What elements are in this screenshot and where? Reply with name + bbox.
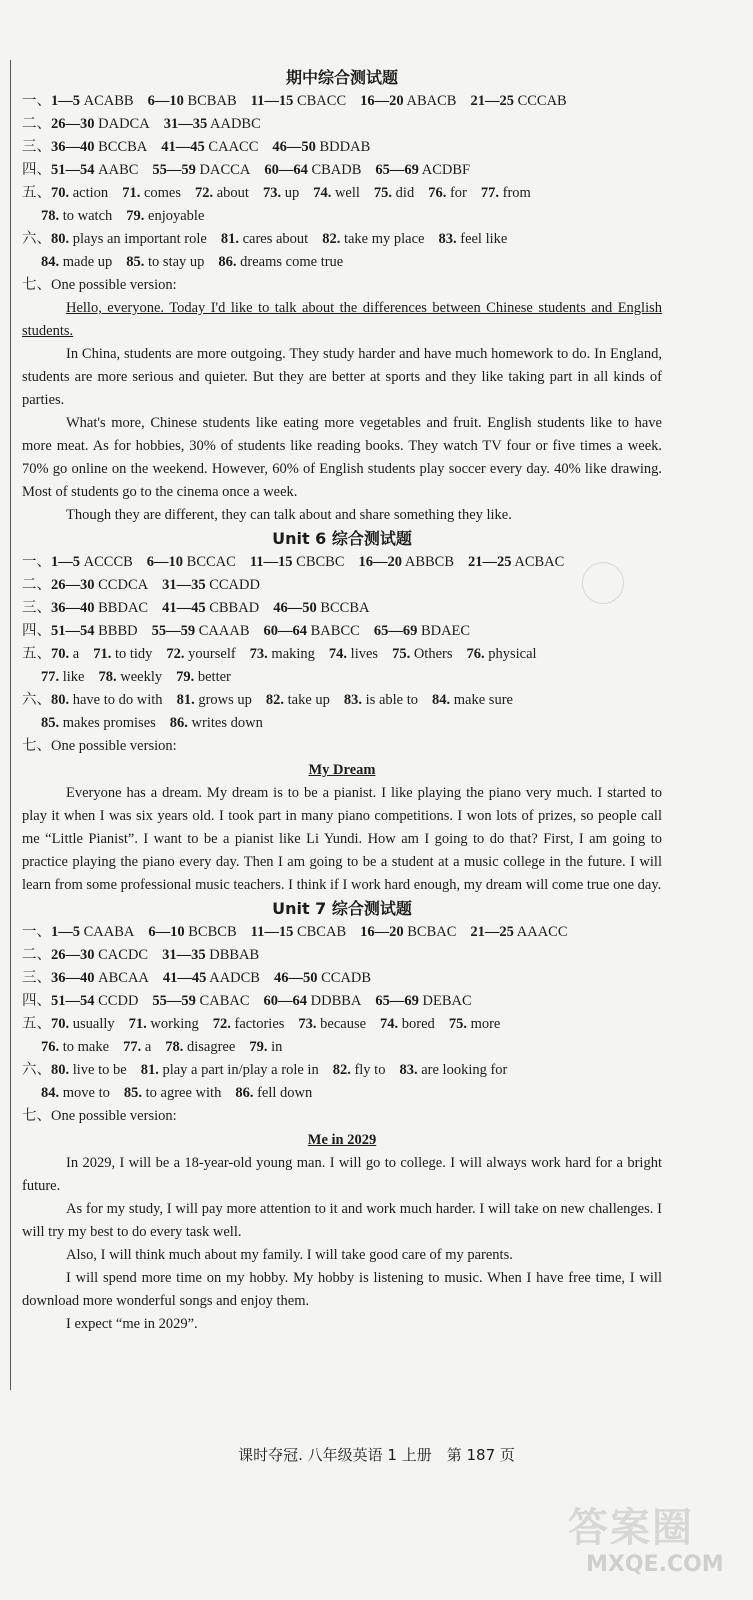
question-number: 85. — [123, 1085, 142, 1101]
answer-text: in — [271, 1039, 283, 1055]
answer-text: yourself — [188, 646, 236, 662]
answer-text: CCCAB — [517, 93, 567, 109]
question-number: 74. — [328, 646, 348, 662]
question-number: 11—15 — [250, 93, 294, 109]
answer-text: writes down — [191, 715, 263, 731]
answer-text: BBDAC — [98, 600, 149, 616]
question-number: 82. — [332, 1062, 351, 1078]
answer-row — [22, 182, 662, 205]
watermark-logo — [560, 1490, 740, 1590]
answer-text: for — [449, 185, 467, 201]
answer-row — [22, 620, 662, 643]
answer-text: made up — [62, 254, 113, 270]
answer-text: ABACB — [406, 93, 457, 109]
answer-text: take my place — [343, 231, 425, 247]
answer-text: One possible version: — [51, 1108, 177, 1124]
answer-text: BCBCB — [188, 924, 237, 940]
question-group-label: 三、 — [22, 970, 51, 986]
answer-text: fell down — [257, 1085, 313, 1101]
question-group-label: 四、 — [22, 162, 51, 178]
answer-text: usually — [72, 1016, 115, 1032]
question-number: 80. — [51, 692, 70, 708]
answer-text: is able to — [365, 692, 419, 708]
answer-content — [22, 66, 662, 1336]
answer-row — [22, 1036, 662, 1059]
answer-row — [22, 597, 662, 620]
question-number: 51—54 — [51, 623, 95, 639]
answer-row — [22, 574, 662, 597]
answer-text: CBACC — [296, 93, 347, 109]
answer-text: DACCA — [199, 162, 251, 178]
question-number: 26—30 — [51, 116, 95, 132]
answer-row — [22, 205, 662, 228]
question-number: 16—20 — [360, 924, 404, 940]
question-number: 77. — [41, 669, 60, 685]
answer-text: making — [271, 646, 315, 662]
answer-row — [22, 136, 662, 159]
answer-text: DADCA — [98, 116, 150, 132]
answer-text: from — [502, 185, 531, 201]
answer-text: better — [197, 669, 231, 685]
answer-text: disagree — [187, 1039, 236, 1055]
answer-text: to tidy — [114, 646, 153, 662]
question-number: 31—35 — [163, 116, 208, 132]
answer-text: play a part in/play a role in — [162, 1062, 319, 1078]
answer-text: fly to — [354, 1062, 386, 1078]
answer-text: up — [284, 185, 300, 201]
question-number: 71. — [122, 185, 141, 201]
answer-text: CACDC — [98, 947, 149, 963]
question-group-label: 四、 — [22, 623, 51, 639]
answer-text: AADCB — [209, 970, 260, 986]
answer-row — [22, 159, 662, 182]
essay-paragraph: In China, students are more outgoing. They study harder and have much homework to do. In England, students are more serious and quieter. But they are better at sports and they like taking part in all kinds of parties. — [22, 346, 662, 408]
answer-text: well — [334, 185, 360, 201]
question-number: 83. — [399, 1062, 418, 1078]
question-number: 82. — [265, 692, 285, 708]
answer-text: BDAEC — [420, 623, 471, 639]
answer-text: ABBCB — [404, 554, 455, 570]
question-number: 11—15 — [249, 554, 293, 570]
question-number: 81. — [220, 231, 239, 247]
answer-text: CABAC — [199, 993, 250, 1009]
question-group-label: 二、 — [22, 577, 51, 593]
answer-text: BABCC — [310, 623, 360, 639]
answer-text: AABC — [98, 162, 139, 178]
answer-text: cares about — [242, 231, 309, 247]
essay-paragraph: I expect “me in 2029”. — [66, 1316, 198, 1332]
question-group-label: 七、 — [22, 738, 51, 754]
question-group-label: 六、 — [22, 692, 51, 708]
section-title: 期中综合测试题 — [285, 68, 398, 87]
answer-text: BCBAC — [407, 924, 457, 940]
question-number: 76. — [428, 185, 447, 201]
answer-text: a — [72, 646, 80, 662]
answer-row — [22, 666, 662, 689]
essay-paragraph: Everyone has a dream. My dream is to be a pianist. I like playing the piano very much. I started to play it when I was six years old. I took part in many piano competitions. I won lots of prizes, so people call me “Little Pianist”. I want to be a pianist like Li Yundi. How am I going to do that? First, I am going to practice playing the piano every day. Then I am going to be a student at a music college in the future. I will learn from some professional music teachers. I think if I work hard enough, my dream will come true one day. — [22, 785, 662, 893]
question-number: 78. — [41, 208, 60, 224]
question-number: 81. — [176, 692, 195, 708]
answer-text: ACDBF — [421, 162, 471, 178]
answer-text: DBBAB — [209, 947, 260, 963]
answer-text: BCCBA — [320, 600, 370, 616]
answer-text: BBBD — [98, 623, 138, 639]
answer-text: weekly — [120, 669, 163, 685]
answer-text: CBBAD — [209, 600, 260, 616]
question-number: 75. — [448, 1016, 467, 1032]
answer-row — [22, 921, 662, 944]
question-group-label: 二、 — [22, 947, 51, 963]
answer-text: Others — [413, 646, 453, 662]
answer-text: are looking for — [421, 1062, 508, 1078]
question-number: 72. — [212, 1016, 231, 1032]
question-number: 36—40 — [51, 970, 95, 986]
question-number: 1—5 — [51, 554, 80, 570]
question-number: 6—10 — [148, 924, 185, 940]
answer-text: grows up — [198, 692, 252, 708]
answer-text: ACBAC — [514, 554, 565, 570]
essay-paragraph: Also, I will think much about my family. I will take good care of my parents. — [66, 1247, 513, 1263]
answer-text: CCDD — [98, 993, 139, 1009]
answer-text: CBCBC — [296, 554, 345, 570]
essay-title: My Dream — [308, 762, 376, 778]
answer-text: BCBAB — [187, 93, 237, 109]
answer-text: like — [62, 669, 85, 685]
essay-paragraph: Though they are different, they can talk about and share something they like. — [66, 507, 512, 523]
answer-text: move to — [62, 1085, 110, 1101]
question-number: 16—20 — [358, 554, 403, 570]
answer-text: AADBC — [210, 116, 261, 132]
answer-text: did — [395, 185, 415, 201]
answer-text: CCADD — [209, 577, 260, 593]
answer-text: make sure — [453, 692, 513, 708]
question-number: 80. — [51, 1062, 70, 1078]
answer-text: DEBAC — [422, 993, 472, 1009]
answer-text: CCDCA — [98, 577, 149, 593]
question-number: 72. — [166, 646, 185, 662]
question-number: 78. — [165, 1039, 184, 1055]
question-number: 84. — [41, 254, 60, 270]
question-number: 60—64 — [263, 993, 308, 1009]
question-number: 86. — [218, 254, 237, 270]
question-number: 76. — [41, 1039, 60, 1055]
answer-text: feel like — [460, 231, 508, 247]
essay-paragraph: What's more, Chinese students like eating more vegetables and fruit. English students like to have more meat. As for hobbies, 30% of students like reading books. They watch TV four or five times a week. 70% go online on the weekend. However, 60% of English students play soccer every day. 40% like drawing. Most of students go to the cinema once a week. — [22, 415, 662, 500]
question-group-label: 三、 — [22, 600, 51, 616]
question-number: 70. — [51, 1016, 70, 1032]
faint-stamp — [582, 562, 624, 604]
question-number: 41—45 — [162, 970, 207, 986]
section-title: Unit 7 综合测试题 — [272, 899, 412, 918]
question-number: 85. — [41, 715, 60, 731]
answer-text: lives — [350, 646, 379, 662]
answer-row — [22, 1059, 662, 1082]
essay-paragraph: In 2029, I will be a 18-year-old young man. I will go to college. I will always work hard for a bright future. — [22, 1155, 662, 1194]
question-number: 16—20 — [360, 93, 404, 109]
answer-row — [22, 735, 662, 758]
answer-row — [22, 990, 662, 1013]
essay-title: Me in 2029 — [307, 1132, 377, 1148]
answer-text: dreams come true — [240, 254, 344, 270]
answer-text: ACABB — [83, 93, 134, 109]
answer-text: to stay up — [148, 254, 205, 270]
question-number: 74. — [313, 185, 332, 201]
answer-row — [22, 90, 662, 113]
question-number: 36—40 — [51, 139, 95, 155]
question-number: 76. — [466, 646, 485, 662]
question-group-label: 三、 — [22, 139, 51, 155]
question-number: 31—35 — [162, 577, 206, 593]
answer-row — [22, 689, 662, 712]
question-number: 78. — [98, 669, 117, 685]
answer-text: comes — [143, 185, 181, 201]
question-group-label: 六、 — [22, 1062, 51, 1078]
question-number: 55—59 — [151, 623, 196, 639]
answer-text: plays an important role — [72, 231, 207, 247]
answer-text: One possible version: — [51, 277, 177, 293]
watermark-url: MXQE.COM — [586, 1552, 724, 1577]
question-number: 72. — [194, 185, 214, 201]
answer-text: take up — [287, 692, 330, 708]
question-number: 79. — [249, 1039, 268, 1055]
answer-text: because — [320, 1016, 367, 1032]
question-number: 36—40 — [51, 600, 95, 616]
answer-row — [22, 944, 662, 967]
question-number: 31—35 — [162, 947, 206, 963]
question-number: 79. — [176, 669, 195, 685]
question-number: 81. — [140, 1062, 159, 1078]
question-group-label: 七、 — [22, 277, 51, 293]
answer-text: DDBBA — [310, 993, 362, 1009]
answer-text: to make — [62, 1039, 110, 1055]
question-number: 55—59 — [152, 993, 196, 1009]
question-number: 85. — [126, 254, 145, 270]
question-number: 11—15 — [250, 924, 294, 940]
question-number: 1—5 — [51, 924, 80, 940]
watermark-text: 答案圈 — [568, 1505, 694, 1551]
answer-text: have to do with — [72, 692, 163, 708]
question-number: 46—50 — [272, 139, 316, 155]
question-number: 55—59 — [152, 162, 196, 178]
question-number: 73. — [298, 1016, 317, 1032]
essay-paragraph: Hello, everyone. Today I'd like to talk about the differences between Chinese students and English students. — [22, 300, 662, 339]
question-number: 46—50 — [273, 970, 318, 986]
answer-text: CBCAB — [296, 924, 347, 940]
question-group-label: 一、 — [22, 554, 51, 570]
question-group-label: 七、 — [22, 1108, 51, 1124]
page-footer: 课时夺冠. 八年级英语 1 上册 第 187 页 — [238, 1446, 515, 1464]
answer-text: BDDAB — [319, 139, 371, 155]
question-number: 83. — [438, 231, 457, 247]
answer-text: working — [150, 1016, 199, 1032]
answer-row — [22, 251, 662, 274]
question-number: 86. — [169, 715, 188, 731]
question-group-label: 一、 — [22, 93, 51, 109]
question-group-label: 五、 — [22, 185, 51, 201]
question-number: 6—10 — [147, 93, 184, 109]
answer-row — [22, 551, 662, 574]
answer-text: makes promises — [62, 715, 156, 731]
question-number: 71. — [128, 1016, 147, 1032]
question-number: 60—64 — [264, 162, 308, 178]
question-number: 65—69 — [373, 623, 418, 639]
answer-text: action — [72, 185, 109, 201]
question-number: 65—69 — [375, 162, 419, 178]
answer-text: CAACC — [208, 139, 259, 155]
question-number: 51—54 — [51, 993, 95, 1009]
answer-text: One possible version: — [51, 738, 177, 754]
question-group-label: 二、 — [22, 116, 51, 132]
answer-row — [22, 967, 662, 990]
answer-text: to agree with — [145, 1085, 222, 1101]
answer-text: CCADB — [321, 970, 372, 986]
answer-text: live to be — [72, 1062, 127, 1078]
answer-text: to watch — [62, 208, 113, 224]
question-group-label: 一、 — [22, 924, 51, 940]
question-number: 51—54 — [51, 162, 95, 178]
question-number: 77. — [480, 185, 499, 201]
essay-paragraph: As for my study, I will pay more attention to it and work much harder. I will take on new challenges. I will try my best to do every task well. — [22, 1201, 662, 1240]
answer-text: enjoyable — [148, 208, 205, 224]
answer-text: CAAAB — [198, 623, 250, 639]
question-group-label: 六、 — [22, 231, 51, 247]
question-number: 73. — [249, 646, 268, 662]
question-number: 75. — [392, 646, 411, 662]
question-number: 65—69 — [375, 993, 419, 1009]
question-number: 77. — [123, 1039, 142, 1055]
question-number: 83. — [343, 692, 363, 708]
answer-row — [22, 1082, 662, 1105]
answer-text: CAABA — [83, 924, 135, 940]
answer-text: ACCCB — [83, 554, 133, 570]
question-number: 6—10 — [146, 554, 184, 570]
question-number: 26—30 — [51, 577, 95, 593]
question-number: 75. — [373, 185, 393, 201]
question-group-label: 五、 — [22, 646, 51, 662]
answer-row — [22, 1013, 662, 1036]
question-number: 21—25 — [470, 93, 514, 109]
question-group-label: 四、 — [22, 993, 51, 1009]
answer-row — [22, 1105, 662, 1128]
question-number: 71. — [93, 646, 112, 662]
question-number: 26—30 — [51, 947, 95, 963]
answer-row — [22, 113, 662, 136]
answer-text: factories — [234, 1016, 285, 1032]
answer-text: AAACC — [516, 924, 568, 940]
question-number: 84. — [41, 1085, 60, 1101]
essay-paragraph: I will spend more time on my hobby. My hobby is listening to music. When I have free time, I will download more wonderful songs and enjoy them. — [22, 1270, 662, 1309]
answer-text: more — [470, 1016, 501, 1032]
question-number: 1—5 — [51, 93, 80, 109]
question-number: 21—25 — [468, 554, 512, 570]
question-number: 21—25 — [470, 924, 514, 940]
question-number: 46—50 — [273, 600, 317, 616]
answer-row — [22, 228, 662, 251]
question-number: 70. — [51, 185, 70, 201]
question-number: 82. — [322, 231, 341, 247]
question-group-label: 五、 — [22, 1016, 51, 1032]
question-number: 60—64 — [263, 623, 308, 639]
answer-text: physical — [488, 646, 537, 662]
answer-text: BCCBA — [98, 139, 148, 155]
question-number: 84. — [432, 692, 451, 708]
answer-row — [22, 274, 662, 297]
question-number: 41—45 — [162, 600, 206, 616]
answer-text: CBADB — [311, 162, 362, 178]
question-number: 74. — [380, 1016, 399, 1032]
answer-text: BCCAC — [186, 554, 236, 570]
answer-text: a — [144, 1039, 152, 1055]
answer-row — [22, 712, 662, 735]
section-title: Unit 6 综合测试题 — [272, 529, 412, 548]
margin-line — [10, 60, 11, 1390]
question-number: 79. — [126, 208, 145, 224]
answer-text: ABCAA — [98, 970, 149, 986]
question-number: 41—45 — [161, 139, 205, 155]
question-number: 80. — [51, 231, 70, 247]
question-number: 73. — [262, 185, 282, 201]
answer-text: about — [216, 185, 249, 201]
question-number: 70. — [51, 646, 70, 662]
question-number: 86. — [235, 1085, 254, 1101]
answer-text: bored — [401, 1016, 435, 1032]
answer-row — [22, 643, 662, 666]
